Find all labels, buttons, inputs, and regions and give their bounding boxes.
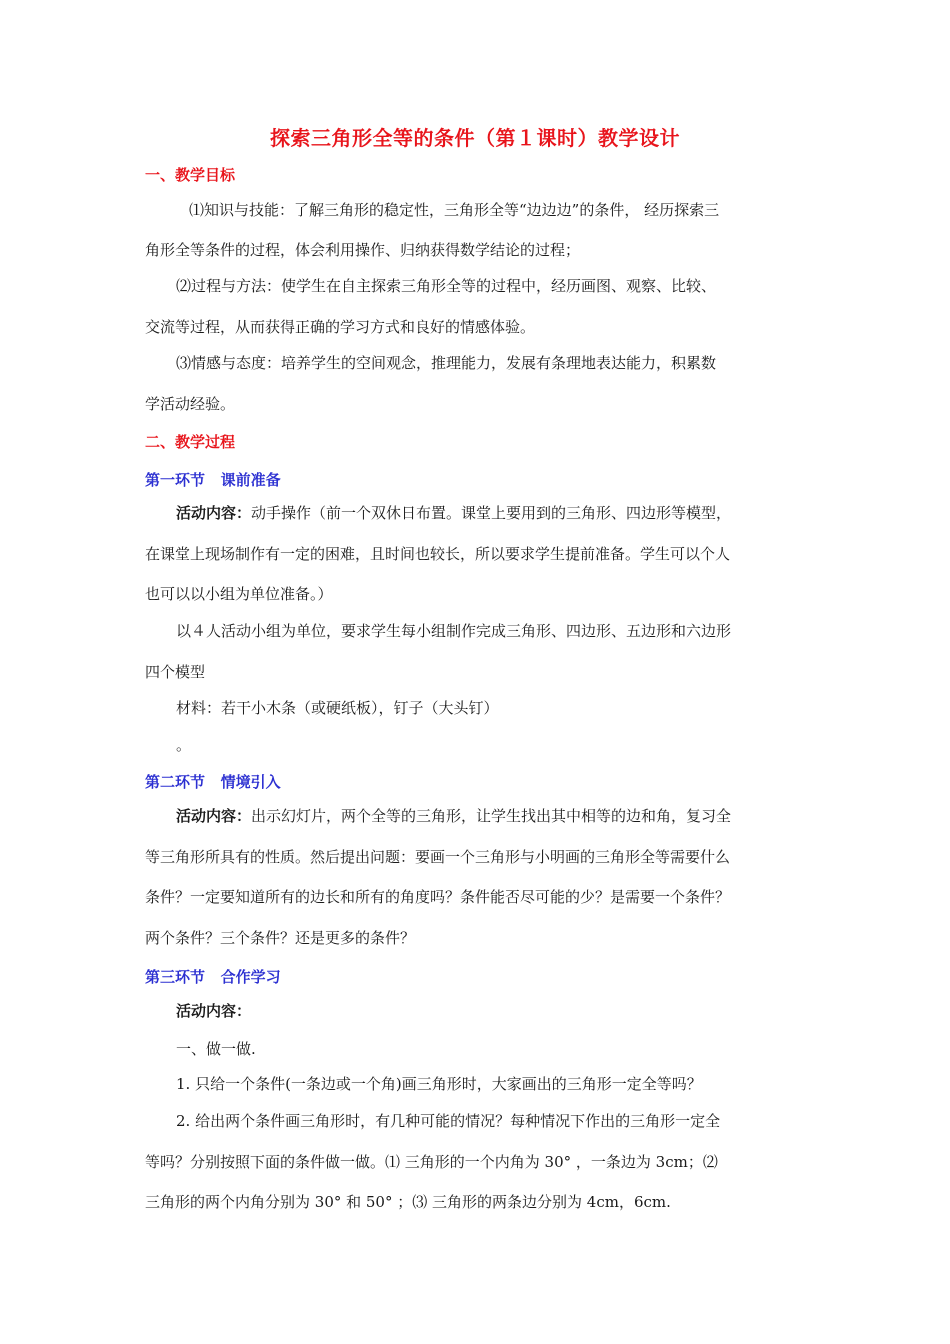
stage-1-heading: 第一环节 课前准备 [145,471,281,489]
section-heading-teaching-process: 二、教学过程 [145,433,236,451]
stage-3-item-2-line-2: 等吗？分别按照下面的条件做一做。⑴ 三角形的一个内角为 30° ，一条边为 3cm；⑵ [145,1153,718,1171]
stage-1-activity-line-1 [176,503,731,523]
stage-1-activity-label: 活动内容： [176,504,252,522]
stage-1-group-line-2: 四个模型 [145,663,206,681]
stage-2-activity-label: 活动内容： [176,807,252,825]
stage-1-period: 。 [176,736,192,754]
goal-1-line-2: 角形全等条件的过程，体会利用操作、归纳获得数学结论的过程； [145,241,581,259]
stage-3-item-1: 1. 只给一个条件(一条边或一个角)画三角形时，大家画出的三角形一定全等吗？ [176,1075,702,1093]
stage-1-activity-line-3: 也可以以小组为单位准备。） [145,585,333,603]
goal-2-line-2: 交流等过程，从而获得正确的学习方式和良好的情感体验。 [145,318,536,336]
stage-1-group-line-1: 以４人活动小组为单位，要求学生每小组制作完成三角形、四边形、五边形和六边形 [176,622,732,640]
stage-2-activity-line-3: 条件？一定要知道所有的边长和所有的角度吗？条件能否尽可能的少？是需要一个条件？ [145,888,731,906]
stage-3-heading: 第三环节 合作学习 [145,968,281,986]
stage-3-activity-label-line [176,1001,251,1021]
stage-2-activity-line-1 [176,806,731,826]
goal-3-line-2: 学活动经验。 [145,395,236,413]
section-heading-teaching-goals: 一、教学目标 [145,166,236,184]
stage-2-activity-line-4: 两个条件？三个条件？还是更多的条件？ [145,929,416,947]
goal-3-line-1: ⑶情感与态度：培养学生的空间观念，推理能力，发展有条理地表达能力，积累数 [176,354,717,372]
stage-1-activity-line-2: 在课堂上现场制作有一定的困难，且时间也较长，所以要求学生提前准备。学生可以个人 [145,545,731,563]
stage-1-materials: 材料：若干小木条（或硬纸板），钉子（大头钉） [176,699,499,717]
stage-1-activity-text: 动手操作（前一个双休日布置。课堂上要用到的三角形、四边形等模型， [251,504,732,522]
stage-3-sub-heading: 一、做一做. [176,1040,256,1058]
goal-1-line-1: ⑴知识与技能：了解三角形的稳定性，三角形全等“边边边”的条件， 经历探索三 [189,201,720,219]
stage-2-activity-line-2: 等三角形所具有的性质。然后提出问题：要画一个三角形与小明画的三角形全等需要什么 [145,848,731,866]
stage-3-item-2-line-3: 三角形的两个内角分别为 30° 和 50° ；⑶ 三角形的两条边分别为 4cm，6cm. [145,1193,671,1211]
stage-3-activity-label: 活动内容： [176,1002,252,1020]
stage-2-heading: 第二环节 情境引入 [145,773,281,791]
stage-2-activity-text: 出示幻灯片，两个全等的三角形，让学生找出其中相等的边和角，复习全 [251,807,732,825]
goal-2-line-1: ⑵过程与方法：使学生在自主探索三角形全等的过程中，经历画图、观察、比较、 [176,277,717,295]
stage-3-item-2-line-1: 2. 给出两个条件画三角形时，有几种可能的情况？每种情况下作出的三角形一定全 [176,1112,721,1130]
page-title: 探索三角形全等的条件（第１课时）教学设计 [270,126,680,150]
